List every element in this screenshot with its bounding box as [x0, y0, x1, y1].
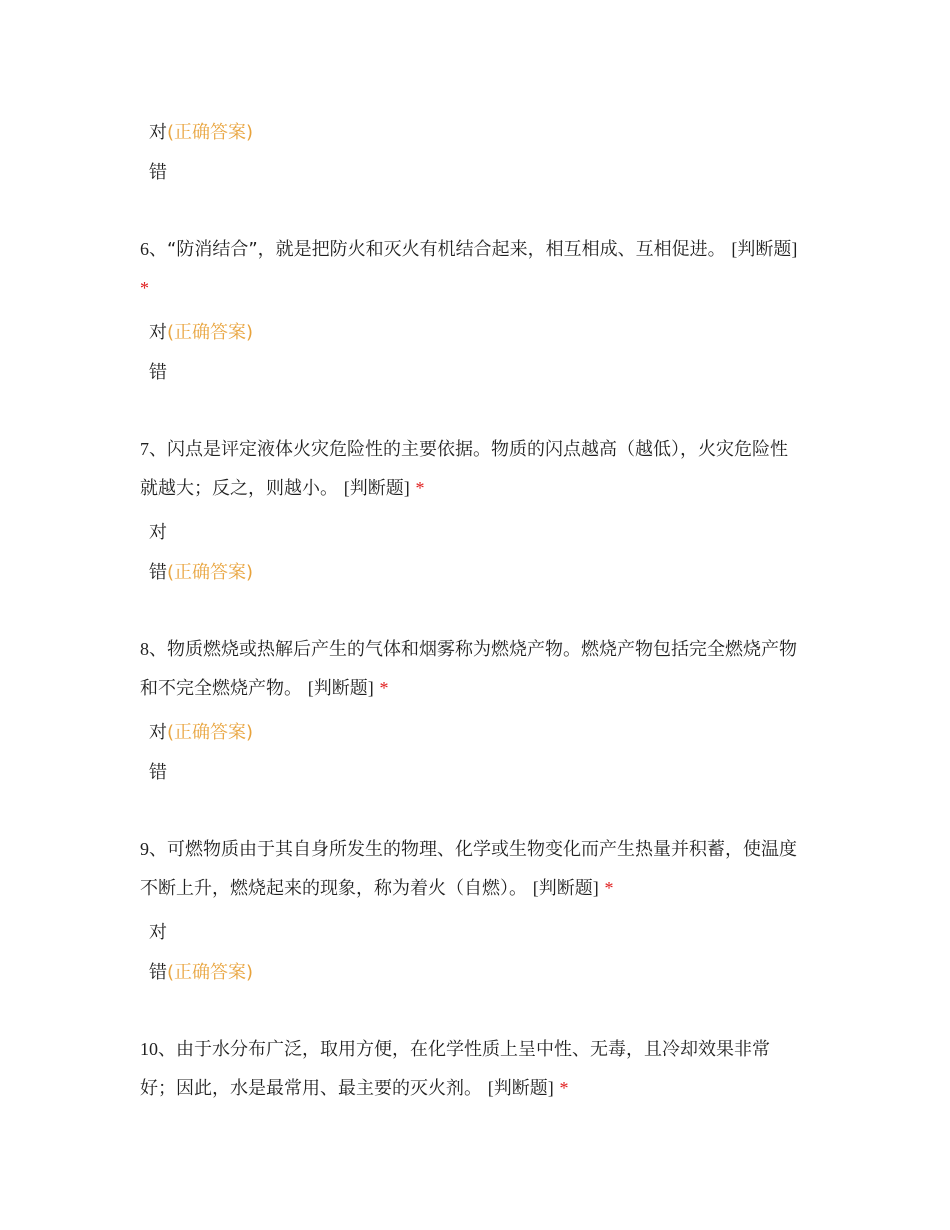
q8-option-true[interactable]	[149, 721, 253, 745]
q7-option-true[interactable]	[149, 521, 167, 545]
q6-option-true[interactable]	[149, 321, 253, 345]
correct-answer-marker: (正确答案)	[167, 722, 254, 743]
option-label: 对	[149, 722, 167, 743]
question-10	[140, 1030, 805, 1108]
q5-option-true[interactable]	[149, 121, 253, 145]
question-6	[140, 230, 805, 308]
option-label: 错	[149, 362, 167, 383]
option-label: 错	[149, 562, 167, 583]
question-type: [判断题]	[343, 478, 410, 498]
question-type: [判断题]	[731, 239, 798, 259]
correct-answer-marker: (正确答案)	[167, 322, 254, 343]
question-number: 8、	[140, 639, 167, 659]
q6-option-false[interactable]	[149, 361, 167, 385]
question-number: 9、	[140, 839, 167, 859]
question-body: 由于水分布广泛，取用方便，在化学性质上呈中性、无毒，且冷却效果非常好；因此，水是最常用、最主要的灭火剂。	[140, 1039, 770, 1099]
question-number: 7、	[140, 439, 167, 459]
question-7	[140, 430, 805, 508]
question-7-text	[140, 430, 805, 508]
question-number: 10、	[140, 1039, 176, 1059]
question-type: [判断题]	[307, 678, 374, 698]
required-marker: *	[415, 478, 425, 498]
question-9-text	[140, 830, 805, 908]
question-6-text	[140, 230, 805, 308]
correct-answer-marker: (正确答案)	[167, 122, 254, 143]
option-label: 对	[149, 122, 167, 143]
required-marker: *	[604, 878, 614, 898]
q8-option-false[interactable]	[149, 761, 167, 785]
question-9	[140, 830, 805, 908]
required-marker: *	[379, 678, 389, 698]
q7-option-false[interactable]	[149, 561, 253, 585]
required-marker: *	[140, 278, 149, 298]
option-label: 对	[149, 522, 167, 543]
question-8	[140, 630, 805, 708]
question-10-text	[140, 1030, 805, 1108]
q5-option-false[interactable]	[149, 161, 167, 185]
question-type: [判断题]	[532, 878, 599, 898]
q9-option-false[interactable]	[149, 961, 253, 985]
option-label: 对	[149, 922, 167, 943]
question-body: “防消结合”，就是把防火和灭火有机结合起来，相互相成、互相促进。	[167, 239, 726, 260]
option-label: 错	[149, 762, 167, 783]
q9-option-true[interactable]	[149, 921, 167, 945]
question-type: [判断题]	[487, 1078, 554, 1098]
option-label: 错	[149, 162, 167, 183]
correct-answer-marker: (正确答案)	[167, 962, 254, 983]
question-number: 6、	[140, 239, 167, 259]
question-8-text	[140, 630, 805, 708]
option-label: 对	[149, 322, 167, 343]
question-body: 闪点是评定液体火灾危险性的主要依据。物质的闪点越高（越低），火灾危险性就越大；反之，则越小。	[140, 439, 788, 499]
option-label: 错	[149, 962, 167, 983]
question-body: 物质燃烧或热解后产生的气体和烟雾称为燃烧产物。燃烧产物包括完全燃烧产物和不完全燃烧产物。	[140, 639, 797, 699]
required-marker: *	[559, 1078, 569, 1098]
question-body: 可燃物质由于其自身所发生的物理、化学或生物变化而产生热量并积蓄，使温度不断上升，燃烧起来的现象，称为着火（自燃）。	[140, 839, 797, 899]
correct-answer-marker: (正确答案)	[167, 562, 254, 583]
